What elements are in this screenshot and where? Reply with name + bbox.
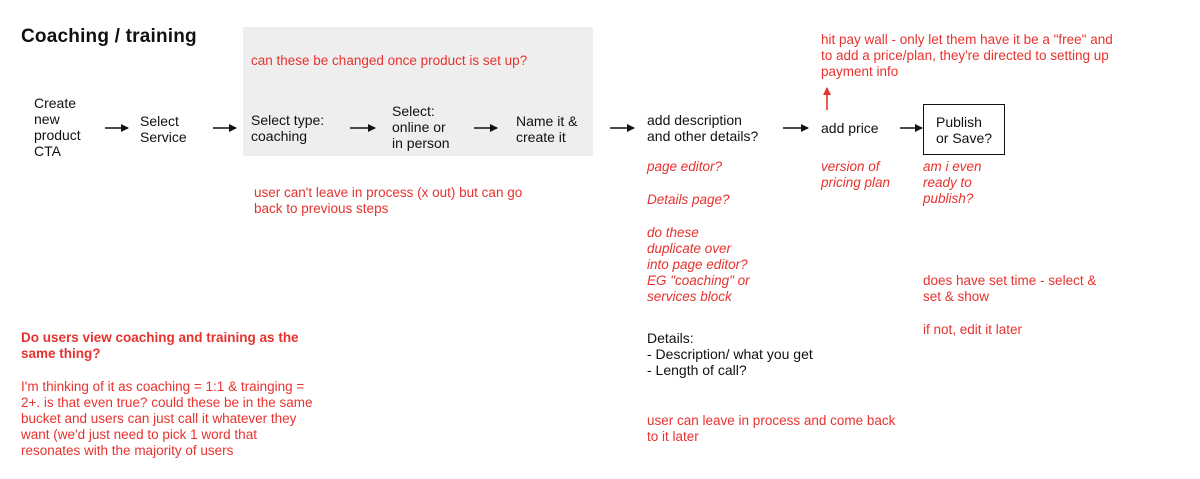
note-thinking: I'm thinking of it as coaching = 1:1 & trainging = 2+. is that even true? could these be in the same bucket and users can just call it whatever they want (we'd just need to pick 1 word that resonates with the majority of users xyxy=(21,379,313,458)
note-details-page: Details page? xyxy=(647,192,730,207)
note-ready-publish: am i even ready to publish? xyxy=(923,159,982,206)
note-question-heading: Do users view coaching and training as the same thing? xyxy=(21,330,299,361)
node-select-mode: Select: online or in person xyxy=(392,103,450,151)
node-add-price: add price xyxy=(821,120,879,136)
note-edit-later: if not, edit it later xyxy=(923,322,1023,337)
note-can-leave: user can leave in process and come back to it later xyxy=(647,413,896,444)
node-publish: Publish or Save? xyxy=(936,114,993,146)
note-cant-leave: user can't leave in process (x out) but can go back to previous steps xyxy=(254,185,523,216)
note-pay-wall: hit pay wall - only let them have it be a "free" and to add a price/plan, they're directed to setting up payment info xyxy=(821,32,1113,79)
node-name-it: Name it & create it xyxy=(516,113,578,145)
note-changed-question: can these be changed once product is set up? xyxy=(251,53,528,68)
note-details-list: Details: - Description/ what you get - Length of call? xyxy=(647,330,813,378)
page-title: Coaching / training xyxy=(21,26,197,47)
node-add-description: add description and other details? xyxy=(647,112,759,144)
note-page-editor: page editor? xyxy=(647,159,723,174)
note-version-pricing: version of pricing plan xyxy=(821,159,891,190)
node-select-service: Select Service xyxy=(140,113,187,145)
note-set-time: does have set time - select & set & show xyxy=(923,273,1097,304)
note-duplicate: do these duplicate over into page editor? EG "coaching" or services block xyxy=(647,225,750,304)
node-select-type: Select type: coaching xyxy=(251,112,325,144)
node-create-product: Create new product CTA xyxy=(34,95,81,159)
